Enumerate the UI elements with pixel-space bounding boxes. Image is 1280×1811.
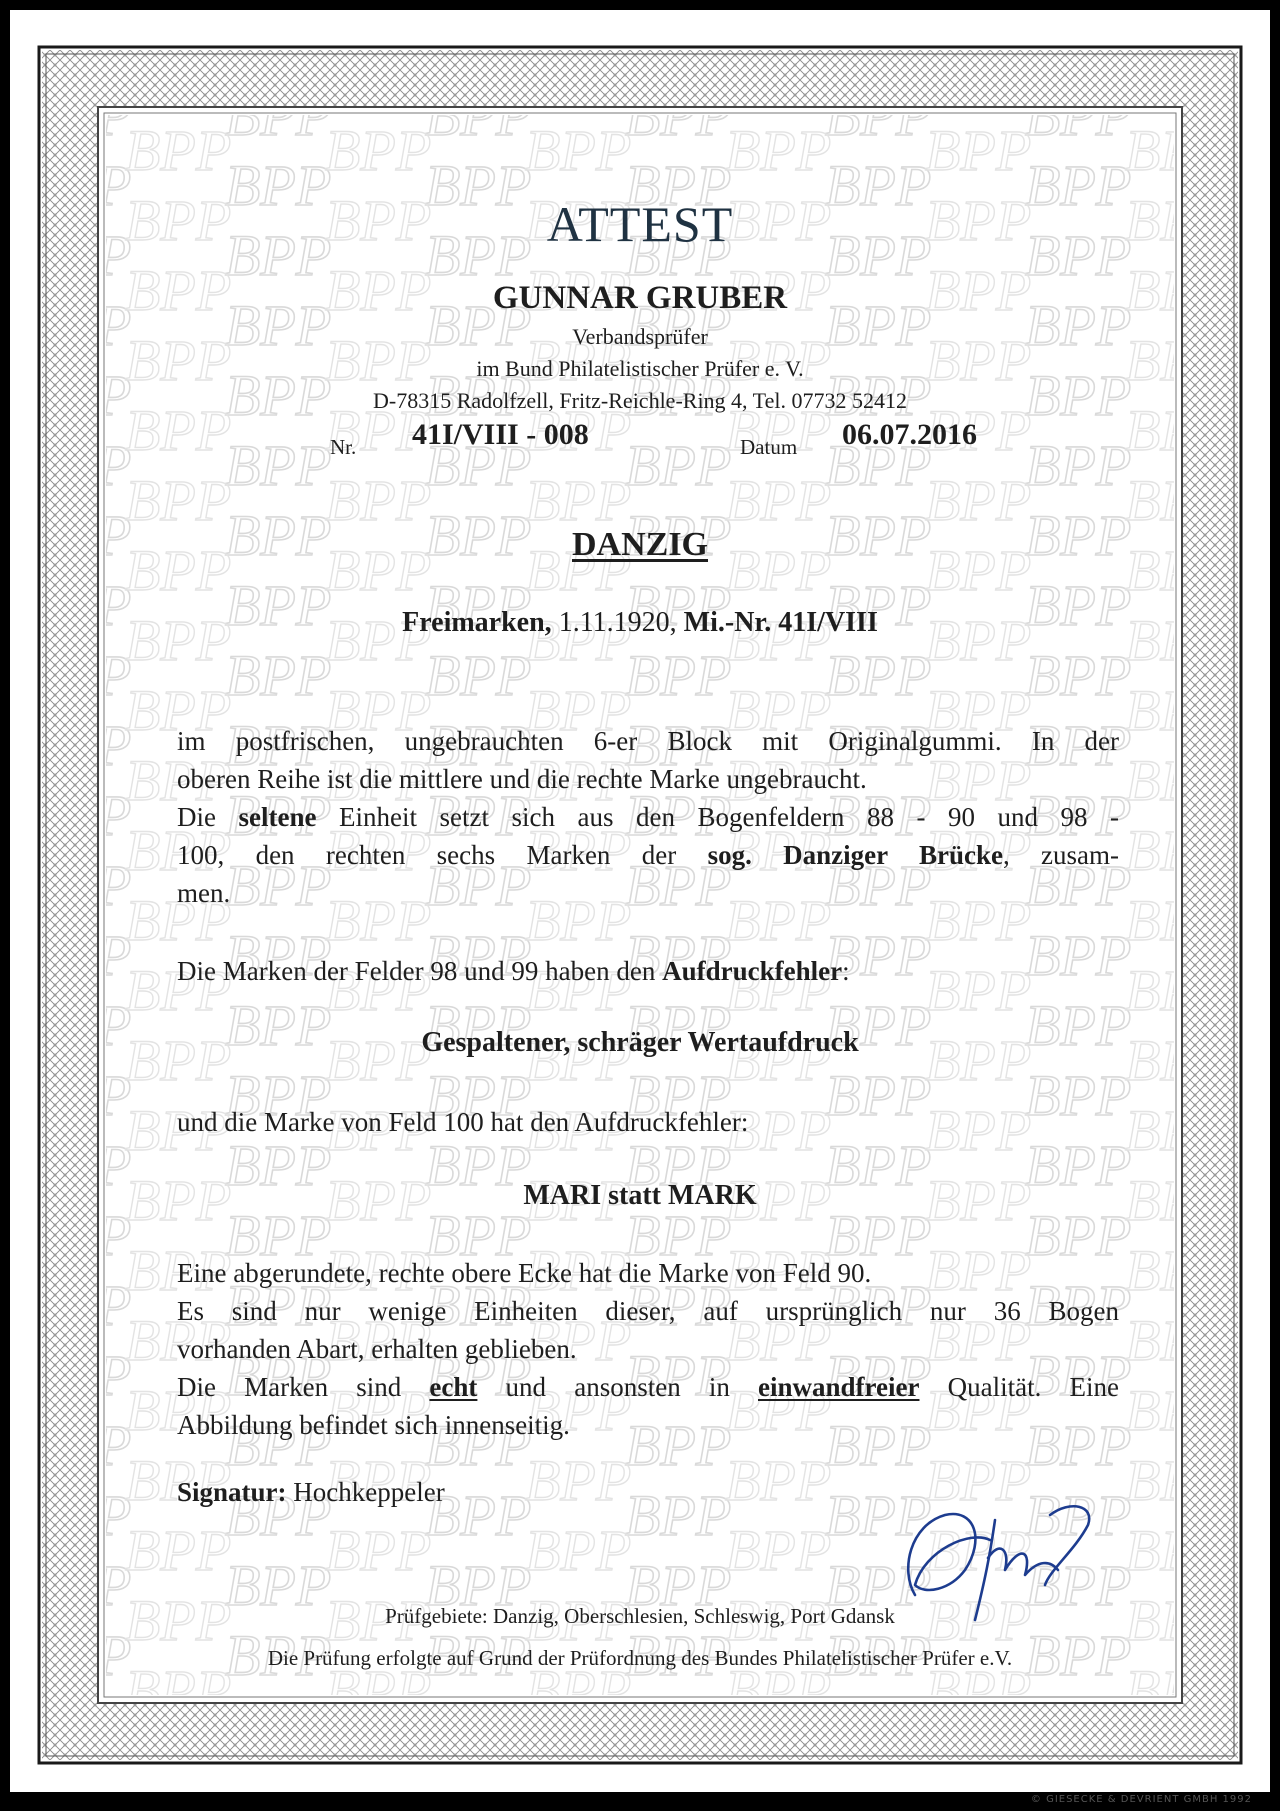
description-line-3-start: Die (177, 802, 239, 832)
description-line-4-start: 100, den rechten sechs Marken der (177, 840, 708, 870)
error-intro-tail: : (842, 956, 850, 986)
examiner-role: Verbandsprüfer (572, 324, 708, 349)
description-bruecke: sog. Danziger Brücke (707, 840, 1003, 870)
conclusion-line-4-end: Qualität. Eine (919, 1372, 1119, 1402)
error-intro-bold: Aufdruckfehler (662, 956, 843, 986)
overprint-error-2: MARI statt MARK (523, 1180, 757, 1211)
description-seltene: seltene (238, 802, 317, 832)
overprint-error-1: Gespaltener, schräger Wertaufdruck (421, 1027, 859, 1058)
subject-date: 1.11.1920, (551, 607, 684, 638)
certificate-date: 06.07.2016 (842, 418, 977, 451)
conclusion-line-4-mid: und ansonsten in (477, 1372, 758, 1402)
subject-catalog: Mi.-Nr. 41I/VIII (683, 607, 878, 638)
conclusion-line-4 (177, 1368, 1119, 1406)
description-line-1: im postfrischen, ungebrauchten 6-er Block mit Originalgummi. In der (177, 726, 1119, 756)
error-intro-text: Die Marken der Felder 98 und 99 haben den (177, 956, 663, 986)
country-heading: DANZIG (571, 526, 709, 563)
conclusion-line-2: Es sind nur wenige Einheiten dieser, auf ursprünglich nur 36 Bogen (177, 1296, 1119, 1326)
description-line-3-end: Einheit setzt sich aus den Bogenfeldern 88 - 90 und 98 - (316, 802, 1119, 832)
number-label: Nr. (330, 435, 357, 459)
conclusion-paragraph (177, 1254, 1119, 1444)
copyright-notice: © GIESECKE & DEVRIENT GMBH 1992 (1030, 1794, 1252, 1805)
certificate-footer: Die Prüfung erfolgte auf Grund der Prüfordnung des Bundes Philatelistischer Prüfer e.V. (267, 1646, 1013, 1670)
examiner-address: D-78315 Radolfzell, Fritz-Reichle-Ring 4, Tel. 07732 52412 (373, 388, 907, 413)
certificate-title: ATTEST (546, 196, 734, 252)
description-line-3 (177, 798, 1119, 836)
conclusion-line-1: Eine abgerundete, rechte obere Ecke hat die Marke von Feld 90. (177, 1258, 872, 1288)
signature-label: Signatur: (177, 1477, 287, 1507)
conclusion-echt: echt (429, 1372, 478, 1402)
examiner-name: GUNNAR GRUBER (492, 280, 788, 316)
conclusion-line-3: vorhanden Abart, erhalten geblieben. (177, 1334, 577, 1364)
description-line-4-end: , zusam- (1002, 840, 1119, 870)
conclusion-line-4-start: Die Marken sind (177, 1372, 430, 1402)
description-line-2: oberen Reihe ist die mittlere und die rechte Marke ungebraucht. (177, 764, 867, 794)
signature-value: Hochkeppeler (286, 1477, 445, 1507)
certificate-paper (10, 10, 1270, 1792)
examination-areas: Prüfgebiete: Danzig, Oberschlesien, Schleswig, Port Gdansk (385, 1604, 895, 1628)
conclusion-einwandfreier: einwandfreier (758, 1372, 920, 1402)
description-line-4 (177, 836, 1119, 874)
signature-line (177, 1477, 445, 1508)
certificate-document (10, 10, 1270, 1792)
description-paragraph (177, 722, 1119, 912)
examiner-association: im Bund Philatelistischer Prüfer e. V. (476, 356, 804, 381)
stamp-subject (10, 607, 1270, 639)
description-line-5: men. (177, 878, 231, 908)
error-2-intro: und die Marke von Feld 100 hat den Aufdruckfehler: (177, 1107, 749, 1137)
conclusion-line-5: Abbildung befindet sich innenseitig. (177, 1410, 570, 1440)
error-intro-paragraph (177, 952, 1119, 990)
date-label: Datum (740, 435, 798, 459)
certificate-number: 41I/VIII - 008 (412, 418, 589, 451)
subject-prefix: Freimarken, (402, 607, 552, 638)
